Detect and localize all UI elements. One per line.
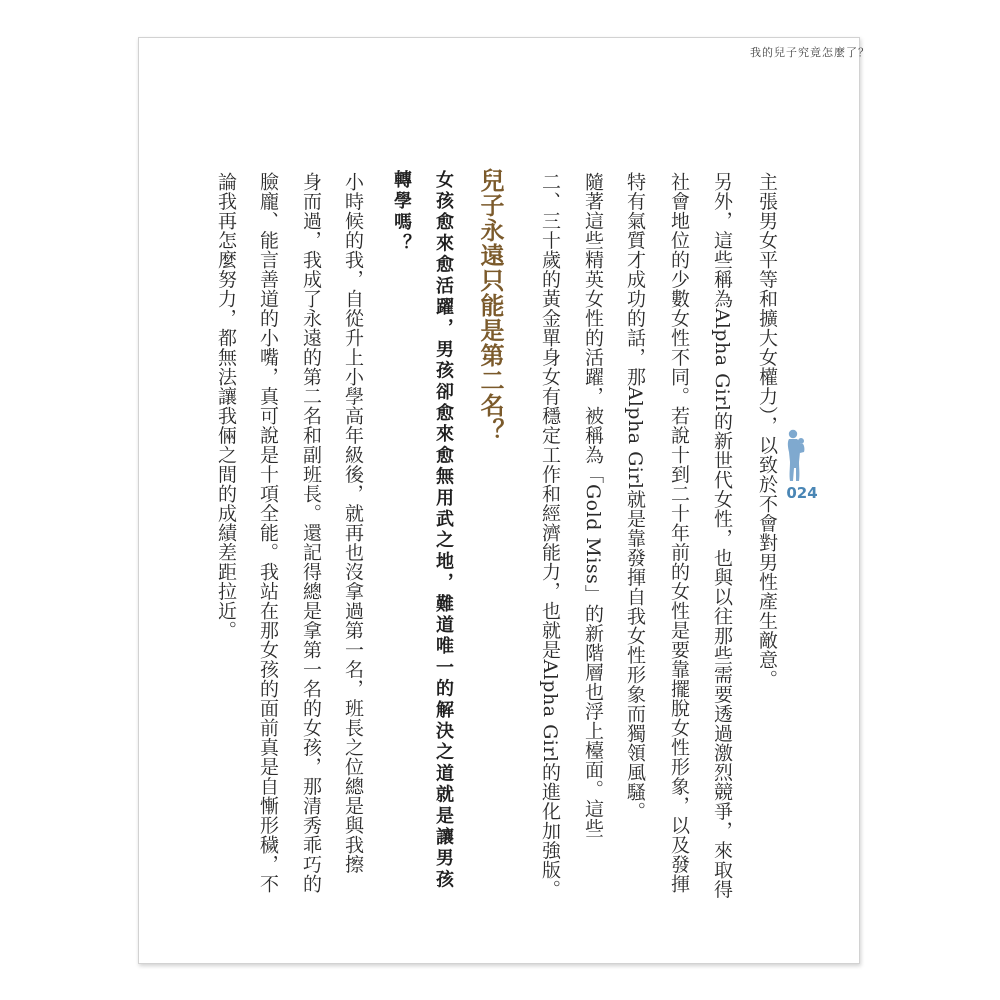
column-text: 論我再怎麼努力，都無法讓我倆之間的成績差距拉近。: [215, 172, 237, 640]
column-text: 小時候的我，自從升上小學高年級後，就再也沒拿過第一名，班長之位總是與我擦: [342, 172, 364, 874]
text-column: [580, 172, 606, 838]
column-text: 的新世代女性，也與以往那些需要透過激烈競爭，來取得: [711, 411, 733, 899]
parent-child-silhouette-icon: [784, 428, 808, 484]
section-subheading-line: [388, 170, 414, 255]
text-column: [255, 172, 281, 894]
latin-term: Alpha Girl: [711, 308, 733, 412]
section-subheading-line: [430, 170, 456, 891]
column-text: 另外，這些稱為: [711, 172, 733, 309]
text-column: [298, 172, 324, 894]
column-text: 特有氣質才成功的話，那: [624, 172, 646, 387]
text-column: [537, 172, 563, 899]
column-text: 主張男女平等和擴大女權力），以致於不會對男性產生敵意。: [756, 172, 778, 689]
page-number: 024: [786, 484, 818, 502]
column-text: 的進化加強版。: [539, 762, 561, 899]
text-column: [340, 172, 366, 874]
column-text: 女孩愈來愈活躍，男孩卻愈來愈無用武之地，難道唯一的解決之道就是讓男孩: [433, 170, 454, 891]
column-text: 臉龐、能言善道的小嘴，真可說是十項全能。我站在那女孩的面前真是自慚形穢，不: [257, 172, 279, 894]
text-column: [754, 172, 780, 689]
column-text: 兒子永遠只能是第二名？: [476, 168, 504, 443]
latin-term: Gold Miss: [582, 484, 604, 585]
column-text: 轉學嗎？: [391, 170, 412, 255]
latin-term: Alpha Girl: [539, 659, 561, 763]
running-head: 我的兒子究竟怎麼了？: [750, 46, 870, 59]
text-column: [709, 172, 735, 899]
text-column: [213, 172, 239, 640]
column-text: 就是靠發揮自我女性形象而獨領風騷。: [624, 489, 646, 821]
latin-term: Alpha Girl: [624, 386, 646, 490]
column-text: 」的新階層也浮上檯面。這些: [582, 584, 604, 838]
column-text: 二、三十歲的黃金單身女有穩定工作和經濟能力，也就是: [539, 172, 561, 660]
section-heading: [473, 168, 503, 443]
column-text: 隨著這些精英女性的活躍，被稱為「: [582, 172, 604, 484]
text-column: [622, 172, 648, 821]
column-text: 社會地位的少數女性不同。若說十到二十年前的女性是要靠擺脫女性形象，以及發揮: [668, 172, 690, 894]
column-text: 身而過，我成了永遠的第二名和副班長。還記得總是拿第一名的女孩，那清秀乖巧的: [300, 172, 322, 894]
text-column: [666, 172, 692, 894]
